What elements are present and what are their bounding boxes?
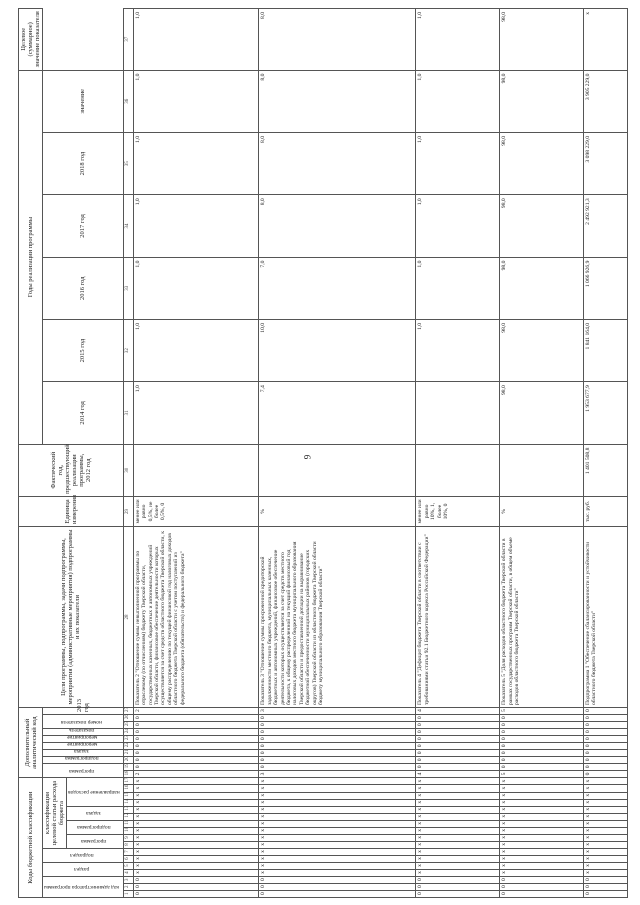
code-cell: x [500,827,584,834]
code-cell: x [583,848,627,855]
year-2015-header: 2015 год [43,319,124,381]
code-cell: x [500,813,584,820]
code-cell: x [416,778,500,785]
table-row [416,9,500,898]
column-number: 34 [123,195,133,257]
code-cell: x [583,869,627,876]
code-cell: x [583,827,627,834]
target-header: Целевое (суммарное) значение показателя [19,9,43,71]
column-number: 7 [123,848,133,855]
column-number: 36 [123,70,133,132]
subprogram-sub-header: подпрограмма [77,824,111,831]
target-value: 8,0 [259,9,416,71]
code-cell: x [583,862,627,869]
code-cell: 0 [583,743,627,750]
column-number: 4 [123,869,133,876]
code-cell: 0 [583,715,627,722]
code-cell: x [259,827,416,834]
code-cell: 0 [583,764,627,771]
code-cell: x [259,813,416,820]
code-cell: 0 [500,736,584,743]
code-cell: x [259,862,416,869]
column-number: 28 [123,527,133,708]
code-cell: x [133,869,259,876]
code-cell: 3 [259,771,416,778]
column-number: 26 [123,715,133,722]
code-cell: x [500,792,584,799]
code-cell: x [500,834,584,841]
year-2014-value: 98,0 [500,319,584,381]
code-cell: x [416,855,500,862]
unit-cell: % [259,496,416,526]
year-2013-value [416,382,500,444]
code-cell: x [416,834,500,841]
code-cell: x [133,862,259,869]
code-cell: 0 [416,750,500,757]
code-cell: x [259,799,416,806]
unit-cell: % [500,496,584,526]
year-2014-value: 1 841 164,0 [583,319,627,381]
code-cell: x [259,785,416,792]
code-cell: x [259,792,416,799]
code-cell: x [416,841,500,848]
code-cell: x [583,834,627,841]
code-cell: 0 [416,715,500,722]
code-cell: x [500,841,584,848]
fact-value [259,444,416,496]
column-number: 18 [123,771,133,778]
code-cell: x [259,806,416,813]
code-cell: x [416,792,500,799]
task-sub-header: задача [86,810,102,817]
code-cell: x [583,785,627,792]
column-number: 25 [123,722,133,729]
code-cell: 0 [259,722,416,729]
code-cell: 0 [259,736,416,743]
year-2014-value: 10,0 [259,319,416,381]
activity-number-header: мероприятие [66,734,98,741]
code-cell: 0 [259,890,416,897]
page-number: 9 [302,454,313,460]
code-cell: x [259,841,416,848]
table-row [133,9,259,898]
column-number: 32 [123,319,133,381]
code-cell: 0 [133,876,259,883]
year-2013-value: 98,0 [500,382,584,444]
code-cell: 0 [133,715,259,722]
year-2016-value: 98,0 [500,195,584,257]
column-number: 21 [123,750,133,757]
code-cell: 0 [583,736,627,743]
year-2015-value: 1,0 [416,257,500,319]
column-number: 10 [123,827,133,834]
code-cell: 0 [133,729,259,736]
code-cell: x [416,785,500,792]
year-2015-value: 1,0 [133,257,259,319]
code-cell: x [416,806,500,813]
code-cell: x [133,792,259,799]
code-cell: x [500,820,584,827]
code-cell: 0 [500,743,584,750]
column-number: 15 [123,792,133,799]
column-number: 22 [123,743,133,750]
year-2015-value: 98,0 [500,257,584,319]
column-number-row [123,9,133,898]
code-cell: x [500,862,584,869]
code-cell: 0 [259,743,416,750]
fact-2012-header: Фактический год, предшествующий реализации программы, 2012 год [19,444,124,496]
code-cell: 0 [583,771,627,778]
code-cell: 0 [259,883,416,890]
section-header: раздел [74,866,90,873]
goals-header: Цели программы, подпрограммы, задачи подпрограммы, мероприятия (административные мероприятия) подпрограммы и их показатели [19,527,124,708]
code-cell: x [583,820,627,827]
code-cell: 4 [416,707,500,714]
indicator-text: Подпрограмма 1 "Обеспечение сбалансированности и устойчивости областного бюджета Тверской области" [583,527,627,708]
year-2014-value: 1,0 [133,319,259,381]
indicator-number-header: номер показателя [61,718,103,725]
code-cell: 0 [583,890,627,897]
code-cell: 0 [416,743,500,750]
code-cell: 0 [259,757,416,764]
code-cell: x [259,855,416,862]
column-number: 11 [123,820,133,827]
column-number: 31 [123,382,133,444]
column-number: 33 [123,257,133,319]
code-cell: x [583,855,627,862]
column-number: 35 [123,132,133,194]
program-sub-header: программа [81,838,107,845]
year-2016-value: 1,0 [416,195,500,257]
year-2016-value: 8,0 [259,195,416,257]
column-number: 37 [123,9,133,71]
code-cell: x [500,799,584,806]
year-2013-value: 1,0 [133,382,259,444]
code-cell: 0 [500,876,584,883]
code-cell: 0 [416,736,500,743]
column-number: 3 [123,876,133,883]
code-cell: x [416,862,500,869]
target-value: 1,0 [133,9,259,71]
indicator-text: Показатель 5 "Доля расходов областного бюджета Тверской области в рамках государственных программ Тверской области, в общем объеме расходов областного бюджета Тверской области" [500,527,584,708]
code-cell: 0 [500,890,584,897]
column-number: 8 [123,841,133,848]
code-cell: 0 [583,722,627,729]
code-cell: x [500,869,584,876]
value-header: значение [43,70,124,132]
code-cell: 0 [500,757,584,764]
column-number: 29 [123,496,133,526]
code-cell: 2 [133,707,259,714]
code-cell: x [259,820,416,827]
unit-cell: менее или равно 0,5%, не более 0,5%, 0 [133,496,259,526]
year-2018-value: 3 905 229,0 [583,70,627,132]
code-cell: 0 [416,883,500,890]
code-cell: x [583,841,627,848]
code-cell: x [133,848,259,855]
code-cell: x [259,834,416,841]
code-cell: x [259,778,416,785]
column-number: 27 [123,707,133,714]
code-cell: 0 [416,890,500,897]
code-cell: x [500,855,584,862]
code-cell: 0 [259,764,416,771]
code-cell: x [133,799,259,806]
budget-classification-header: Коды бюджетной классификации [19,778,43,898]
code-cell: 0 [583,876,627,883]
code-cell: x [259,848,416,855]
code-cell: 0 [583,729,627,736]
fact-value: 1 401 508,8 [583,444,627,496]
code-cell: 0 [133,743,259,750]
target-value: 1,0 [416,9,500,71]
year-2017-value: 1,0 [416,132,500,194]
code-cell: x [583,799,627,806]
program-table [18,8,628,898]
code-cell: x [133,820,259,827]
code-cell: 0 [583,757,627,764]
indicator-header: показатель [69,727,95,734]
column-number: 19 [123,764,133,771]
code-cell: 0 [133,757,259,764]
code-cell: x [133,785,259,792]
year-2015-value: 1 066 926,9 [583,257,627,319]
year-2016-value: 1,0 [133,195,259,257]
table-row [583,9,627,898]
code-cell: 0 [583,707,627,714]
additional-analytic-header: Дополнительный аналитический код [19,707,43,777]
code-cell: 0 [500,715,584,722]
task-header: задача [74,748,90,755]
year-2018-value: 98,0 [500,70,584,132]
code-cell: x [500,806,584,813]
fact-value [133,444,259,496]
code-cell: 0 [500,750,584,757]
code-cell: x [583,813,627,820]
column-number: 14 [123,799,133,806]
indicator-text: Показатель 3 "Отношение суммы просроченной кредиторской задолженности местного бюджета, муниципальных казенных, бюджетных и автономных учреждений, финансовое обеспечение деятельности которых осуществляется за счет средств местного бюджета, к общему распределенной на текущий финансовый год налоговых доходов местного бюджета муниципального образования Тверской области и предоставленной дотации на выравнивание бюджетной обеспеченности муниципальных районов (городских округов) Тверской области из областного бюджета Тверской области бюджету муниципального образования Тверской области" [259,527,416,708]
code-cell: x [500,785,584,792]
code-cell: x [133,834,259,841]
column-number: 2 [123,883,133,890]
code-cell: x [133,778,259,785]
year-2017-value: 1,0 [133,132,259,194]
year-2017-header: 2017 год [43,195,124,257]
code-cell: 0 [583,750,627,757]
fact-value [500,444,584,496]
code-cell: 0 [416,722,500,729]
direction-expense-header: направление расходов [68,788,120,795]
target-value: 98,0 [500,9,584,71]
code-cell: 0 [500,729,584,736]
admin-code-header: код администратора программы [44,883,120,890]
year-2013-value: 1 953 677,9 [583,382,627,444]
code-cell: x [416,820,500,827]
code-cell: x [259,869,416,876]
code-cell: x [133,806,259,813]
column-number: 5 [123,862,133,869]
code-cell: x [583,792,627,799]
code-cell: 0 [259,876,416,883]
code-cell: 0 [133,736,259,743]
column-number: 12 [123,813,133,820]
unit-cell: тыс. руб. [583,496,627,526]
year-2016-value: 2 492 921,3 [583,195,627,257]
column-number: 1 [123,890,133,897]
column-number: 16 [123,785,133,792]
indicator-text: Показатель 2 "Отношение суммы невыполненной программы по отраслевому (по отчислениям) бюджету Тверской области, государственных казенных, бюджетных и автономных учреждений Тверской области, финансовое обеспечение деятельности которых осуществляется за счет средств областного бюджета Тверской области, к общему распределению по текущей финансовой год налоговых доходов областного бюджета Тверской области с учетом поступлений из федерального бюджета (обязательств) и федерального бюджета" [133,527,259,708]
activity-header: мероприятие [66,741,98,748]
code-cell: x [500,848,584,855]
code-cell: x [133,827,259,834]
code-cell: x [416,799,500,806]
column-number: 17 [123,778,133,785]
year-2013-value: 7,4 [259,382,416,444]
code-cell: 0 [416,757,500,764]
column-number: 24 [123,729,133,736]
code-cell: 0 [133,750,259,757]
code-cell: x [416,848,500,855]
column-number: 20 [123,757,133,764]
code-cell: 0 [133,722,259,729]
code-cell: 2 [133,771,259,778]
code-cell: x [583,778,627,785]
indicator-text: Показатель 4 "Дефицит бюджета Тверской области в соответствии с требованиями статьи 92.1 Бюджетного кодекса Российской Федерации" [416,527,500,708]
year-2017-value: 3 098 229,0 [583,132,627,194]
fact-value [416,444,500,496]
program-header: программа [69,767,95,774]
code-cell: x [416,813,500,820]
target-expense-header: классификация целевой статьи расхода бюджета [43,778,67,848]
code-cell: x [416,869,500,876]
column-number: 30 [123,444,133,496]
year-2017-value: 98,0 [500,132,584,194]
column-number: 9 [123,834,133,841]
column-number: 23 [123,736,133,743]
code-cell: 5 [500,771,584,778]
year-2018-value: 1,0 [416,70,500,132]
code-cell: 0 [500,764,584,771]
code-cell: x [133,841,259,848]
year-2015-value: 7,0 [259,257,416,319]
table-body [133,9,627,898]
code-cell: 0 [500,722,584,729]
year-2013-header: 2013 год [43,707,124,714]
year-2018-header: 2018 год [43,132,124,194]
years-header: Годы реализации программы [19,70,43,444]
code-cell: 0 [416,876,500,883]
code-cell: 0 [133,883,259,890]
code-cell: x [416,827,500,834]
code-cell: 5 [500,707,584,714]
code-cell: x [583,806,627,813]
code-cell: x [500,778,584,785]
rotated-page [18,8,628,898]
code-cell: 3 [259,707,416,714]
unit-cell: менее или равно 10%, 1, более 10%, 0 [416,496,500,526]
column-number: 6 [123,855,133,862]
subprogram-header: подпрограмма [65,755,99,762]
code-cell: 0 [133,764,259,771]
unit-header: Единица измерения [19,496,124,526]
year-2018-value: 8,0 [259,70,416,132]
subsection-header: подраздел [70,852,94,859]
code-cell: 0 [259,715,416,722]
code-cell: 4 [416,771,500,778]
year-2014-value: 1,0 [416,319,500,381]
year-2014-header: 2014 год [43,382,124,444]
code-cell: 0 [583,883,627,890]
code-cell: 0 [259,729,416,736]
code-cell: 0 [500,883,584,890]
code-cell: 0 [133,890,259,897]
table-row [500,9,584,898]
code-cell: 0 [416,764,500,771]
code-cell: x [133,855,259,862]
table-row [259,9,416,898]
year-2016-header: 2016 год [43,257,124,319]
code-cell: 0 [259,750,416,757]
code-cell: 0 [416,729,500,736]
year-2017-value: 8,0 [259,132,416,194]
column-number: 13 [123,806,133,813]
year-2018-value: 1,0 [133,70,259,132]
code-cell: x [133,813,259,820]
target-value: x [583,9,627,71]
